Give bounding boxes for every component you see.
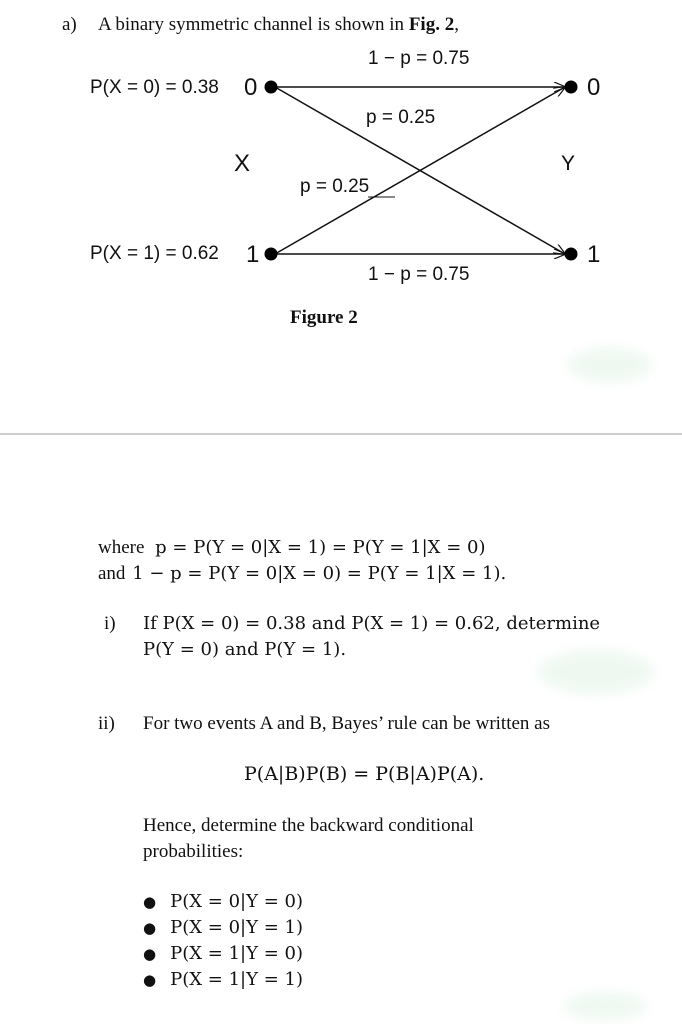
section-divider (0, 433, 682, 435)
definition-line-1 (98, 537, 486, 559)
definition-where: where (98, 537, 145, 558)
input-1-probability: P(X = 1) = 0.62 (90, 243, 219, 264)
bullet-icon: ● (143, 945, 157, 963)
figure-caption: Figure 2 (290, 307, 358, 328)
bullet-icon: ● (143, 971, 157, 989)
list-item-text: P(X = 1|Y = 0) (170, 943, 303, 964)
background-smudge (568, 348, 652, 382)
channel-diagram (0, 0, 682, 340)
question-i-line-2: P(Y = 0) and P(Y = 1). (143, 639, 347, 660)
question-ii-label: ii) (98, 713, 115, 734)
output-0-symbol: 0 (587, 74, 601, 101)
intro-text: A binary symmetric channel is shown in (98, 14, 405, 35)
cross-label-upper: p = 0.25 (366, 107, 436, 128)
input-node-1 (265, 248, 278, 261)
definition-p: p = P(Y = 0|X = 1) = P(Y = 1|X = 0) (155, 537, 486, 558)
question-i-line-1: If P(X = 0) = 0.38 and P(X = 1) = 0.62, determine (143, 613, 601, 634)
figure-reference: Fig. 2 (408, 14, 455, 35)
input-1-symbol: 1 (246, 241, 260, 268)
question-ii-hence-line-1: Hence, determine the backward conditional (143, 815, 474, 836)
list-item (143, 917, 303, 938)
input-node-0 (265, 81, 278, 94)
output-variable-y: Y (561, 152, 576, 175)
list-item (143, 969, 303, 990)
output-1-symbol: 1 (587, 241, 601, 268)
part-a-label: a) (62, 14, 77, 35)
definition-one-minus-p: 1 − p = P(Y = 0|X = 0) = P(Y = 1|X = 1). (132, 563, 507, 584)
definition-line-2 (98, 563, 506, 585)
list-item-text: P(X = 0|Y = 1) (170, 917, 303, 938)
background-smudge (564, 992, 646, 1020)
question-i-label: i) (104, 613, 116, 634)
definition-and: and (98, 563, 126, 584)
output-node-1 (565, 248, 578, 261)
list-item (143, 943, 303, 964)
bottom-edge-label: 1 − p = 0.75 (368, 264, 470, 285)
background-smudge (538, 650, 654, 694)
question-ii-intro: For two events A and B, Bayes’ rule can be written as (143, 713, 550, 734)
list-item-text: P(X = 0|Y = 0) (170, 891, 303, 912)
question-ii-hence-line-2: probabilities: (143, 841, 244, 862)
list-item-text: P(X = 1|Y = 1) (170, 969, 303, 990)
cross-label-lower: p = 0.25 (300, 176, 370, 197)
list-item (143, 891, 303, 912)
bullet-icon: ● (143, 893, 157, 911)
input-0-symbol: 0 (244, 74, 258, 101)
bayes-formula: P(A|B)P(B) = P(B|A)P(A). (244, 763, 485, 785)
input-variable-x: X (234, 150, 251, 177)
top-edge-label: 1 − p = 0.75 (368, 48, 470, 69)
bullet-icon: ● (143, 919, 157, 937)
input-0-probability: P(X = 0) = 0.38 (90, 77, 219, 98)
intro-punctuation: , (454, 14, 459, 35)
output-node-0 (565, 81, 578, 94)
